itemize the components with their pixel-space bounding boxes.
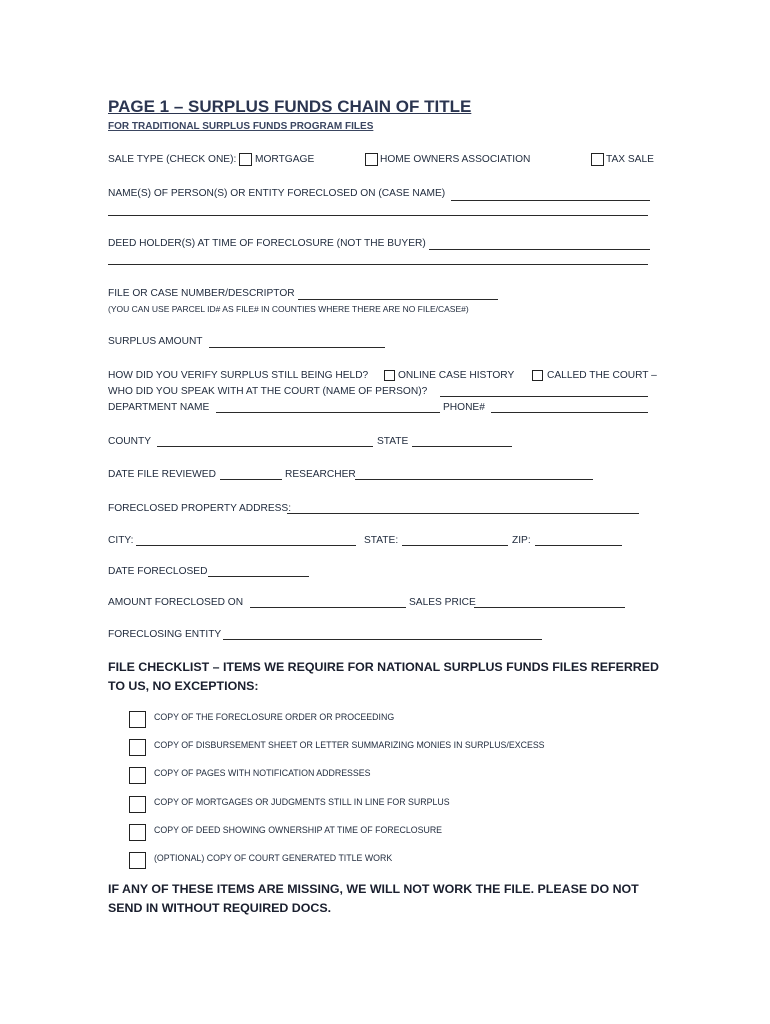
deed-holder-input-line-2[interactable] bbox=[108, 264, 648, 265]
checklist-item-4-checkbox[interactable] bbox=[129, 796, 146, 813]
state-label: STATE bbox=[377, 436, 409, 447]
page-subtitle: FOR TRADITIONAL SURPLUS FUNDS PROGRAM FILES bbox=[108, 121, 374, 132]
page-title: PAGE 1 – SURPLUS FUNDS CHAIN OF TITLE bbox=[108, 97, 472, 116]
deed-holder-label: DEED HOLDER(S) AT TIME OF FORECLOSURE (NOT THE BUYER) bbox=[108, 238, 426, 249]
date-foreclosed-input-line[interactable] bbox=[208, 576, 309, 577]
verify-online-label: ONLINE CASE HISTORY bbox=[398, 370, 515, 381]
researcher-input-line[interactable] bbox=[355, 479, 593, 480]
date-foreclosed-label: DATE FORECLOSED bbox=[108, 566, 208, 577]
sale-type-tax-sale-label: TAX SALE bbox=[606, 154, 654, 165]
surplus-amount-input-line[interactable] bbox=[209, 347, 385, 348]
checklist-item-6-label: (OPTIONAL) COPY OF COURT GENERATED TITLE WORK bbox=[154, 853, 393, 863]
sales-price-input-line[interactable] bbox=[474, 607, 625, 608]
amount-foreclosed-input-line[interactable] bbox=[250, 607, 406, 608]
date-reviewed-input-line[interactable] bbox=[220, 479, 282, 480]
checklist-item-1-checkbox[interactable] bbox=[129, 711, 146, 728]
county-input-line[interactable] bbox=[157, 446, 373, 447]
missing-items-warning: IF ANY OF THESE ITEMS ARE MISSING, WE WILL NOT WORK THE FILE. PLEASE DO NOT SEND IN WITHOUT REQUIRED DOCS. bbox=[108, 882, 639, 915]
verify-online-checkbox[interactable] bbox=[384, 370, 395, 381]
sales-price-label: SALES PRICE bbox=[409, 597, 476, 608]
department-input-line[interactable] bbox=[216, 412, 440, 413]
checklist-item-2-label: COPY OF DISBURSEMENT SHEET OR LETTER SUMMARIZING MONIES IN SURPLUS/EXCESS bbox=[154, 740, 545, 750]
checklist-item-3-label: COPY OF PAGES WITH NOTIFICATION ADDRESSES bbox=[154, 768, 371, 778]
deed-holder-input-line[interactable] bbox=[429, 249, 650, 250]
who-spoke-label: WHO DID YOU SPEAK WITH AT THE COURT (NAME OF PERSON)? bbox=[108, 386, 428, 397]
file-case-label: FILE OR CASE NUMBER/DESCRIPTOR bbox=[108, 288, 295, 299]
property-address-label: FORECLOSED PROPERTY ADDRESS: bbox=[108, 503, 292, 514]
sale-type-hoa-label: HOME OWNERS ASSOCIATION bbox=[380, 154, 531, 165]
sale-type-mortgage-label: MORTGAGE bbox=[255, 154, 315, 165]
state2-label: STATE: bbox=[364, 535, 399, 546]
department-label: DEPARTMENT NAME bbox=[108, 402, 210, 413]
checklist-item-1-label: COPY OF THE FORECLOSURE ORDER OR PROCEEDING bbox=[154, 712, 395, 722]
checklist-heading: FILE CHECKLIST – ITEMS WE REQUIRE FOR NATIONAL SURPLUS FUNDS FILES REFERRED TO US, NO EXCEPTIONS: bbox=[108, 660, 659, 693]
phone-label: PHONE# bbox=[443, 402, 485, 413]
zip-input-line[interactable] bbox=[535, 545, 622, 546]
city-input-line[interactable] bbox=[136, 545, 356, 546]
names-input-line-2[interactable] bbox=[108, 215, 648, 216]
sale-type-label: SALE TYPE (CHECK ONE): bbox=[108, 154, 237, 165]
city-label: CITY: bbox=[108, 535, 134, 546]
verify-called-label: CALLED THE COURT – bbox=[547, 370, 657, 381]
file-case-input-line[interactable] bbox=[298, 299, 498, 300]
verify-called-checkbox[interactable] bbox=[532, 370, 543, 381]
checklist-item-5-checkbox[interactable] bbox=[129, 824, 146, 841]
checklist-item-4-label: COPY OF MORTGAGES OR JUDGMENTS STILL IN LINE FOR SURPLUS bbox=[154, 797, 450, 807]
names-label: NAME(S) OF PERSON(S) OR ENTITY FORECLOSED ON (CASE NAME) bbox=[108, 188, 446, 199]
state-input-line[interactable] bbox=[412, 446, 512, 447]
surplus-amount-label: SURPLUS AMOUNT bbox=[108, 336, 203, 347]
zip-label: ZIP: bbox=[512, 535, 531, 546]
property-address-input-line[interactable] bbox=[287, 513, 639, 514]
county-label: COUNTY bbox=[108, 436, 152, 447]
researcher-label: RESEARCHER bbox=[285, 469, 356, 480]
foreclosing-entity-input-line[interactable] bbox=[223, 639, 542, 640]
checklist-item-3-checkbox[interactable] bbox=[129, 767, 146, 784]
sale-type-tax-sale-checkbox[interactable] bbox=[591, 153, 604, 166]
amount-foreclosed-label: AMOUNT FORECLOSED ON bbox=[108, 597, 244, 608]
checklist-item-6-checkbox[interactable] bbox=[129, 852, 146, 869]
sale-type-mortgage-checkbox[interactable] bbox=[239, 153, 252, 166]
foreclosing-entity-label: FORECLOSING ENTITY bbox=[108, 629, 222, 640]
checklist-item-2-checkbox[interactable] bbox=[129, 739, 146, 756]
checklist-item-5-label: COPY OF DEED SHOWING OWNERSHIP AT TIME OF FORECLOSURE bbox=[154, 825, 443, 835]
sale-type-hoa-checkbox[interactable] bbox=[365, 153, 378, 166]
who-spoke-input-line[interactable] bbox=[440, 396, 648, 397]
state2-input-line[interactable] bbox=[402, 545, 508, 546]
date-reviewed-label: DATE FILE REVIEWED bbox=[108, 469, 216, 480]
file-case-note: (YOU CAN USE PARCEL ID# AS FILE# IN COUNTIES WHERE THERE ARE NO FILE/CASE#) bbox=[108, 304, 469, 314]
names-input-line[interactable] bbox=[451, 200, 650, 201]
verify-label: HOW DID YOU VERIFY SURPLUS STILL BEING HELD? bbox=[108, 370, 369, 381]
phone-input-line[interactable] bbox=[491, 412, 648, 413]
